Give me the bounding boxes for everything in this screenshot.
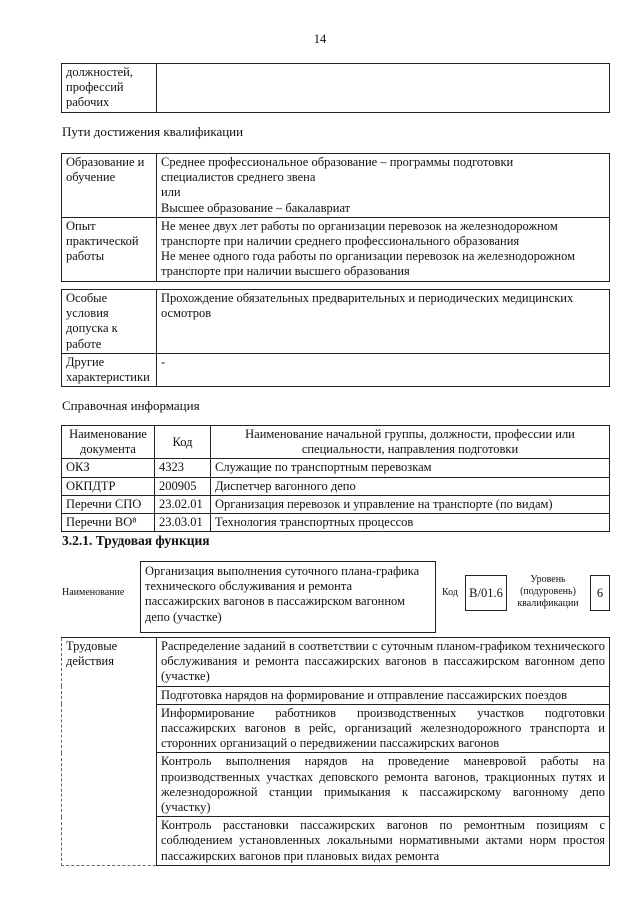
cell-name: Технология транспортных процессов <box>211 514 610 532</box>
top-table <box>61 63 610 113</box>
table-row <box>62 154 610 218</box>
special-conditions-table <box>61 289 610 387</box>
cell-document: Перечни СПО <box>62 495 155 513</box>
labor-actions-table <box>61 637 610 866</box>
labor-action-item: Подготовка нарядов на формирование и отправление пассажирских поездов <box>157 686 610 704</box>
table-row <box>62 477 610 495</box>
page-number: 14 <box>313 32 327 46</box>
table-header-row <box>62 426 610 459</box>
cell-document: ОКПДТР <box>62 477 155 495</box>
table-row <box>62 459 610 477</box>
row-label: Другие характеристики <box>62 353 157 386</box>
level-value: 6 <box>590 575 610 611</box>
reference-info-table <box>61 425 610 532</box>
labor-action-item: Информирование работников производственных участков подготовки пассажирских вагонов в рейс, организаций железнодорожного транспорта и сторонних организаций о передвижении пассажирских вагонов <box>157 704 610 753</box>
row-value: Среднее профессиональное образование – программы подготовки специалистов среднего звена или Высшее образование – бакалавриат <box>157 154 610 218</box>
row-label: Опыт практической работы <box>62 217 157 281</box>
labor-action-item: Контроль выполнения нарядов на проведение маневровой работы на производственных участках деповского ремонта вагонов, тракционных путях и железнодорожной станции примыкания к пассажирскому вагонному депо (участку) <box>157 753 610 817</box>
level-label: Уровень (подуровень) квалификации <box>517 574 579 609</box>
row-label: Особые условия допуска к работе <box>62 290 157 354</box>
table-row <box>62 290 610 354</box>
header-document: Наименование документа <box>62 426 155 459</box>
cell-document: Перечни ВО⁸ <box>62 514 155 532</box>
row-label: Образование и обучение <box>62 154 157 218</box>
row-value: Прохождение обязательных предварительных и периодических медицинских осмотров <box>157 290 610 354</box>
labor-function-name: Организация выполнения суточного плана-графика технического обслуживания и ремонта пассажирских вагонов в пассажирском вагонном депо (участке) <box>140 561 436 633</box>
top-table-value <box>157 64 610 113</box>
cell-document: ОКЗ <box>62 459 155 477</box>
table-row <box>62 514 610 532</box>
table-row <box>62 495 610 513</box>
code-label: Код <box>442 587 458 598</box>
cell-name: Диспетчер вагонного депо <box>211 477 610 495</box>
cell-code: 4323 <box>155 459 211 477</box>
labor-function-code: B/01.6 <box>465 575 507 611</box>
row-value: - <box>157 353 610 386</box>
labor-action-item: Контроль расстановки пассажирских вагонов по ремонтным позициям с соблюдением установленных локальными нормативными актами норм простоя пассажирских вагонов при плановых видах ремонта <box>157 817 610 866</box>
cell-name: Служащие по транспортным перевозкам <box>211 459 610 477</box>
cell-code: 23.03.01 <box>155 514 211 532</box>
cell-name: Организация перевозок и управление на транспорте (по видам) <box>211 495 610 513</box>
labor-actions-label: Трудовые действия <box>62 638 157 866</box>
qualification-paths-table <box>61 153 610 282</box>
labor-function-title: 3.2.1. Трудовая функция <box>62 533 210 548</box>
qualification-paths-title: Пути достижения квалификации <box>62 124 244 139</box>
table-row <box>62 217 610 281</box>
cell-code: 200905 <box>155 477 211 495</box>
row-value: Не менее двух лет работы по организации перевозок на железнодорожном транспорте при наличии среднего профессионального образования Не менее одного года работы по организации перевозок на железнодорожном транспорте при наличии высшего образования <box>157 217 610 281</box>
header-code: Код <box>155 426 211 459</box>
top-table-label: должностей, профессий рабочих <box>62 64 157 113</box>
table-row <box>62 353 610 386</box>
cell-code: 23.02.01 <box>155 495 211 513</box>
reference-info-title: Справочная информация <box>62 398 200 413</box>
labor-action-item: Распределение заданий в соответствии с суточным планом-графиком технического обслуживания и ремонта пассажирских вагонов в пассажирском вагонном депо (участке) <box>157 638 610 687</box>
name-label: Наименование <box>62 587 125 598</box>
header-name: Наименование начальной группы, должности, профессии или специальности, направления подготовки <box>211 426 610 459</box>
table-row <box>62 638 610 687</box>
